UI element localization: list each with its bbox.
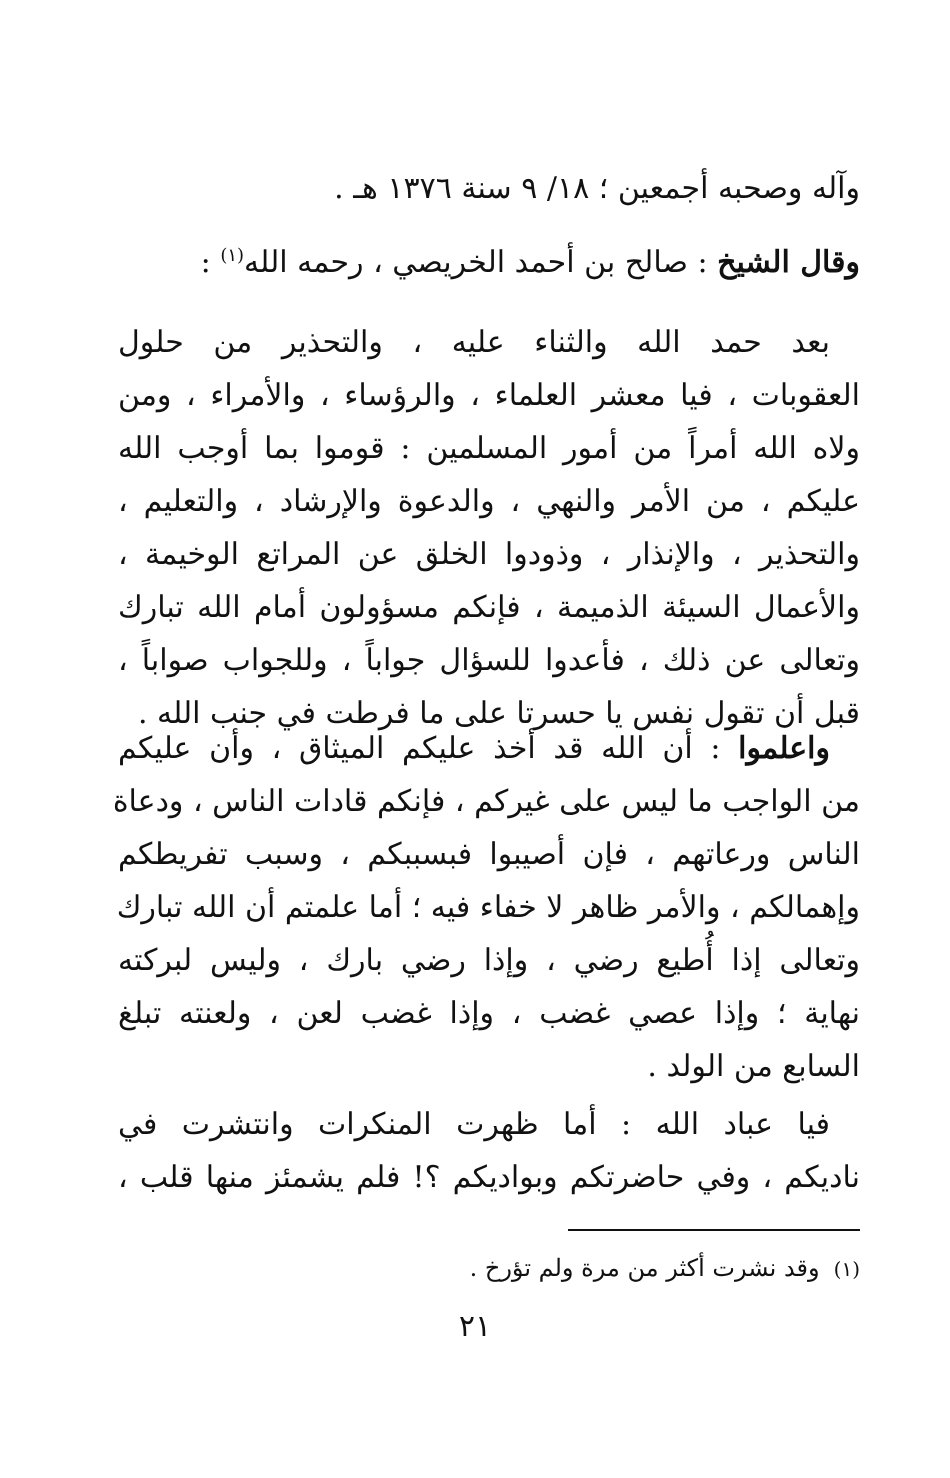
text-line: وتعالى عن ذلك ، فأعدوا للسؤال جواباً ، وللجواب صواباً ، (118, 643, 860, 678)
footnote-reference: (١) (220, 245, 245, 266)
text-line: ناديكم ، وفي حاضرتكم وبواديكم ؟! فلم يشمئز منها قلب ، (118, 1160, 860, 1195)
footnote (300, 1248, 860, 1289)
footnote-number: (١) (833, 1257, 860, 1281)
shaykh-end-text: : (200, 245, 221, 280)
text-line: نهاية ؛ وإذا عصي غضب ، وإذا غضب لعن ، ولعنته تبلغ (118, 996, 860, 1031)
paragraph-lead: وقال الشيخ (717, 245, 860, 280)
paragraph-lead: واعلموا (738, 731, 830, 766)
text-line (118, 722, 860, 775)
text-line: قبل أن تقول نفس يا حسرتا على ما فرطت في جنب الله . (137, 696, 860, 731)
text-line: العقوبات ، فيا معشر العلماء ، والرؤساء ، والأمراء ، ومن (118, 378, 860, 413)
text-line (118, 236, 860, 289)
text-line: وتعالى إذا أُطيع رضي ، وإذا رضي بارك ، وليس لبركته (118, 943, 861, 978)
text-line: السابع من الولد . (647, 1049, 860, 1084)
text-line: وإهمالكم ، والأمر ظاهر لا خفاء فيه ؛ أما علمتم أن الله تبارك (116, 890, 860, 925)
text-line: وآله وصحبه أجمعين ؛ ١٨/ ٩ سنة ١٣٧٦ هـ . (334, 171, 860, 206)
date-line (118, 162, 860, 215)
text-line: فيا عباد الله : أما ظهرت المنكرات وانتشرت في (118, 1107, 830, 1142)
shaykh-paragraph (118, 236, 860, 289)
footnote-divider (568, 1229, 860, 1231)
footnote-text: وقد نشرت أكثر من مرة ولم تؤرخ . (469, 1254, 820, 1282)
shaykh-name-text: : صالح بن أحمد الخريصي ، رحمه الله (244, 245, 718, 280)
text-line: ولاه الله أمراً من أمور المسلمين : قوموا بما أوجب الله (118, 431, 860, 466)
text-line: من الواجب ما ليس على غيركم ، فإنكم قادات الناس ، ودعاة (112, 784, 860, 819)
page-number: ٢١ (458, 1309, 492, 1344)
praise-paragraph (118, 316, 860, 740)
servants-paragraph (118, 1098, 860, 1204)
text-line: بعد حمد الله والثناء عليه ، والتحذير من حلول (118, 325, 830, 360)
know-first-rest: : أن الله قد أخذ عليكم الميثاق ، وأن عليكم (118, 731, 739, 766)
text-line: عليكم ، من الأمر والنهي ، والدعوة والإرشاد ، والتعليم ، (118, 484, 860, 519)
text-line: الناس ورعاتهم ، فإن أصيبوا فبسببكم ، وسبب تفريطكم (118, 837, 860, 872)
know-paragraph (112, 722, 861, 1093)
text-line: والأعمال السيئة الذميمة ، فإنكم مسؤولون أمام الله تبارك (118, 590, 860, 625)
text-line: والتحذير ، والإنذار ، وذودوا الخلق عن المراتع الوخيمة ، (118, 537, 860, 572)
